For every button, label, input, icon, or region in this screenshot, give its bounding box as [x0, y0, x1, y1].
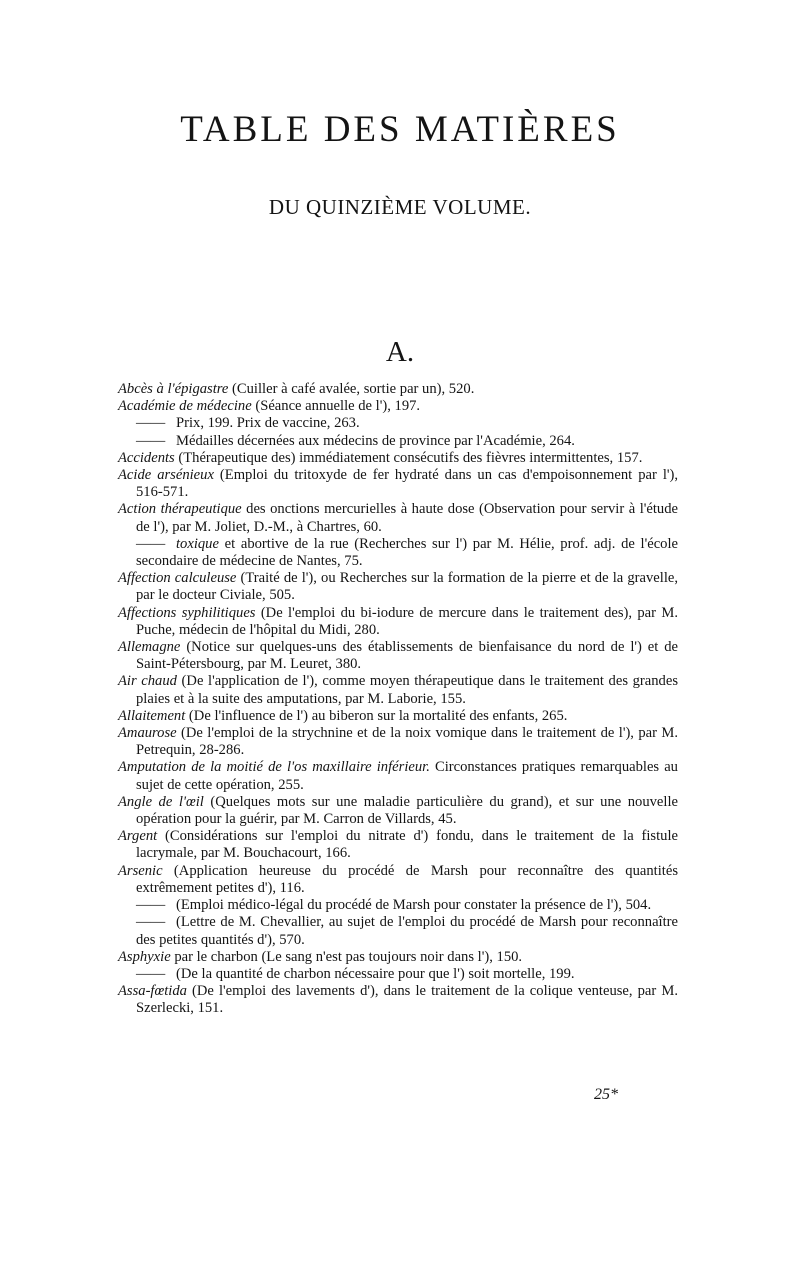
entry-text: des onctions mercurielles à haute dose (Observation pour servir à l'étude de l'), par M. Joliet, D.-M., à Chartres, 60. [136, 501, 678, 535]
entry-term: Affection calculeuse [118, 570, 237, 587]
signature-mark: 25* [594, 1086, 618, 1103]
index-entry [118, 725, 678, 759]
index-entry [118, 983, 678, 1017]
entry-text: (Séance annuelle de l'), 197. [251, 398, 421, 415]
entry-term: Accidents [118, 449, 175, 466]
index-entry [118, 863, 678, 897]
index-subentry [118, 966, 678, 983]
repeat-dash [136, 914, 176, 931]
index-entry [118, 501, 678, 535]
entry-text: par le charbon (Le sang n'est pas toujours noir dans l'), 150. [170, 948, 523, 965]
page-subtitle: DU QUINZIÈME VOLUME. [268, 195, 532, 219]
entry-term: Air chaud [118, 673, 177, 690]
section-letter: A. [385, 336, 415, 368]
entry-text: (Cuiller à café avalée, sortie par un), 520. [228, 381, 475, 397]
entry-text: (Application heureuse du procédé de Marsh pour reconnaître des quantités extrêmement petites d'), 116. [136, 862, 678, 896]
index-entry [118, 381, 678, 398]
entry-term: Affections syphilitiques [118, 604, 256, 621]
repeat-dash [136, 966, 176, 983]
index-entry [118, 759, 678, 793]
entry-text: (Lettre de M. Chevallier, au sujet de l'emploi du procédé de Marsh pour reconnaître des petites quantités d'), 570. [136, 914, 678, 948]
index-subentry [118, 433, 678, 450]
repeat-dash [136, 897, 176, 914]
index-entry [118, 794, 678, 828]
entry-term: Asphyxie [118, 948, 171, 965]
index-entry [118, 949, 678, 966]
index-entry [118, 673, 678, 707]
entry-text: Prix, 199. Prix de vaccine, 263. [176, 415, 360, 432]
entry-term: Académie de médecine [118, 398, 252, 415]
entry-text: Médailles décernées aux médecins de province par l'Académie, 264. [176, 432, 575, 449]
entry-term: Angle de l'œil [118, 793, 204, 810]
entry-text: (De l'influence de l') au biberon sur la mortalité des enfants, 265. [185, 707, 568, 724]
repeat-dash [136, 536, 176, 553]
entry-text: (Traité de l'), ou Recherches sur la formation de la pierre et de la gravelle, par le docteur Civiale, 505. [136, 570, 678, 604]
entry-term: Amaurose [118, 725, 177, 742]
entry-text: (De la quantité de charbon nécessaire pour que l') soit mortelle, 199. [176, 965, 575, 982]
page-title: TABLE DES MATIÈRES [180, 109, 620, 150]
entry-term: Allemagne [118, 639, 181, 656]
entry-term: toxique [176, 535, 219, 552]
entry-term: Allaitement [118, 707, 186, 724]
index-entry [118, 708, 678, 725]
index-entry [118, 467, 678, 501]
index-entry [118, 828, 678, 862]
index-entry [118, 570, 678, 604]
entry-text: (Emploi médico-légal du procédé de Marsh pour constater la présence de l'), 504. [176, 897, 652, 914]
entry-term: Acide arsénieux [118, 467, 214, 484]
index-entry [118, 605, 678, 639]
index-subentry [118, 536, 678, 570]
entry-text: (De l'emploi du bi-iodure de mercure dans le traitement des), par M. Puche, médecin de l'hôpital du Midi, 280. [136, 604, 678, 638]
entry-text: (De l'application de l'), comme moyen thérapeutique dans le traitement des grandes plaies et à la suite des amputations, par M. Laborie, 155. [136, 673, 678, 707]
repeat-dash [136, 415, 176, 432]
entry-text: et abortive de la rue (Recherches sur l') par M. Hélie, prof. adj. de l'école secondaire de médecine de Nantes, 75. [136, 535, 678, 570]
entry-text: (De l'emploi de la strychnine et de la noix vomique dans le traitement de l'), par M. Petrequin, 28-286. [136, 725, 678, 759]
entry-term: Action thérapeutique [118, 501, 242, 518]
index-subentry [118, 897, 678, 914]
entry-term: Amputation de la moitié de l'os maxillaire inférieur. [118, 759, 430, 776]
index-entries [118, 381, 678, 1018]
entry-text: (Emploi du tritoxyde de fer hydraté dans un cas d'empoisonnement par l'), 516-571. [136, 467, 679, 501]
entry-term: Argent [118, 828, 158, 845]
entry-text: Circonstances pratiques remarquables au sujet de cette opération, 255. [136, 759, 678, 793]
entry-text: (De l'emploi des lavements d'), dans le traitement de la colique venteuse, par M. Szerlecki, 151. [136, 983, 678, 1017]
index-entry [118, 450, 678, 467]
entry-text: (Considérations sur l'emploi du nitrate d') fondu, dans le traitement de la fistule lacrymale, par M. Bouchacourt, 166. [136, 828, 678, 862]
entry-text: (Notice sur quelques-uns des établissements de bienfaisance du nord de l') et de Saint-Pétersbourg, par M. Leuret, 380. [136, 639, 678, 673]
entry-text: (Thérapeutique des) immédiatement consécutifs des fièvres intermittentes, 157. [174, 449, 643, 466]
index-subentry [118, 415, 678, 432]
index-subentry [118, 914, 678, 948]
entry-term: Assa-fœtida [118, 983, 187, 1000]
entry-term: Abcès à l'épigastre [118, 381, 229, 397]
repeat-dash [136, 433, 176, 450]
entry-term: Arsenic [118, 862, 163, 879]
entry-text: (Quelques mots sur une maladie particulière du grand), et sur une nouvelle opération pour la guérir, par M. Carron de Villards, 45. [136, 793, 678, 828]
index-entry [118, 398, 678, 415]
index-entry [118, 639, 678, 673]
